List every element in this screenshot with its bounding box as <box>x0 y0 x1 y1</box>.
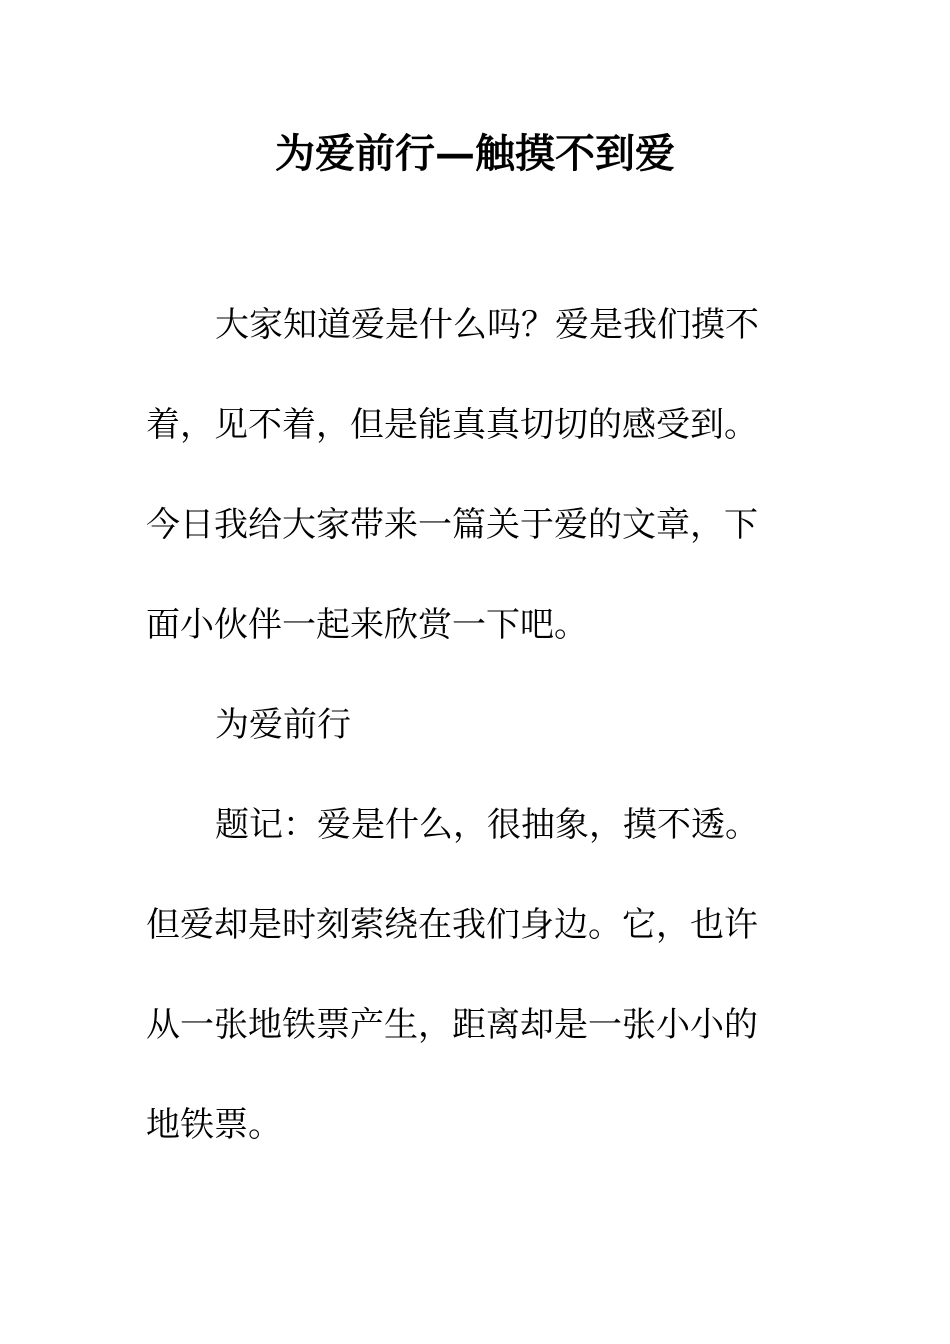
paragraph-1-line-3: 今日我给大家带来一篇关于爱的文章，下 <box>146 505 758 545</box>
paragraph-1-line-2: 着，见不着，但是能真真切切的感受到。 <box>146 405 758 445</box>
paragraph-1-line-4: 面小伙伴一起来欣赏一下吧。 <box>146 605 588 645</box>
paragraph-2-line-1: 题记：爱是什么，很抽象，摸不透。 <box>215 805 759 845</box>
paragraph-2-line-4: 地铁票。 <box>146 1105 282 1145</box>
section-heading: 为爱前行 <box>215 705 351 745</box>
paragraph-2-line-3: 从一张地铁票产生，距离却是一张小小的 <box>146 1005 758 1045</box>
paragraph-2-line-2: 但爱却是时刻萦绕在我们身边。它，也许 <box>146 905 758 945</box>
document-title: 为爱前行—触摸不到爱 <box>275 130 675 177</box>
paragraph-1-line-1: 大家知道爱是什么吗？爱是我们摸不 <box>215 305 759 345</box>
